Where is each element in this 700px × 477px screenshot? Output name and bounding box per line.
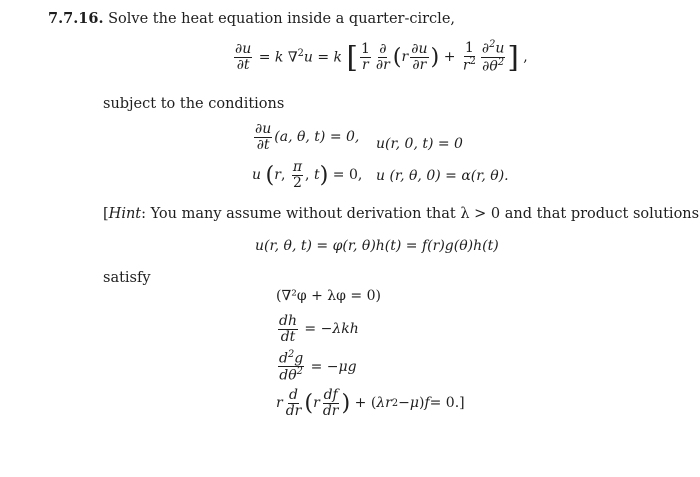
radial-ode: r $\frac{d}{dr}$ ( r $\frac{df}{dr}$ ) + ( λr 2 − μ ) f = 0.] (276, 387, 465, 419)
helmholtz-equation: (∇²φ + λφ = 0) (276, 288, 381, 304)
hint-bracket: [ (103, 206, 109, 222)
initial-condition: u (r, θ, 0) = α(r, θ). (376, 168, 509, 184)
problem-heading (48, 10, 455, 27)
boundary-condition-theta-zero: u(r, 0, t) = 0 (376, 136, 463, 152)
angular-ode: $\frac{d^2g}{d\theta^2}$ = − μg (279, 349, 357, 384)
hint-label: Hint (108, 206, 142, 222)
time-ode: $\frac{dh}{dt}$ = − λkh (279, 313, 359, 345)
satisfy-label: satisfy (103, 270, 151, 286)
problem-number: 7.7.16. (48, 10, 104, 27)
conditions-intro: subject to the conditions (103, 96, 285, 112)
hint-text: : You many assume without derivation that λ > 0 and that product solutions (141, 206, 700, 222)
boundary-condition-theta-half-pi: u ( r , $\frac{\pi}{2}$ , t ) = 0, (252, 159, 363, 191)
product-solution: u(r, θ, t) = φ(r, θ)h(t) = f(r)g(θ)h(t) (255, 238, 499, 254)
heat-equation: $\frac{\partial u}{\partial t}$ = k ∇$^2$u = k [ $\frac{1}{r}$ $\frac{\partial}{\partial r}$ ( r $\frac{\partial u}{\partial r}$ ) + $\frac{1}{r^2}$ $\frac{\partial^2u}{\partial\theta^2}$ ] , (235, 39, 528, 75)
boundary-condition-radius: $\frac{\partial u}{\partial t}$ (a, θ, t) = 0, (255, 121, 360, 153)
hint-line (103, 206, 699, 222)
problem-intro: Solve the heat equation inside a quarter-circle, (108, 11, 456, 27)
boundary-condition-radius-rhs: (a, θ, t) = 0, (274, 129, 360, 146)
